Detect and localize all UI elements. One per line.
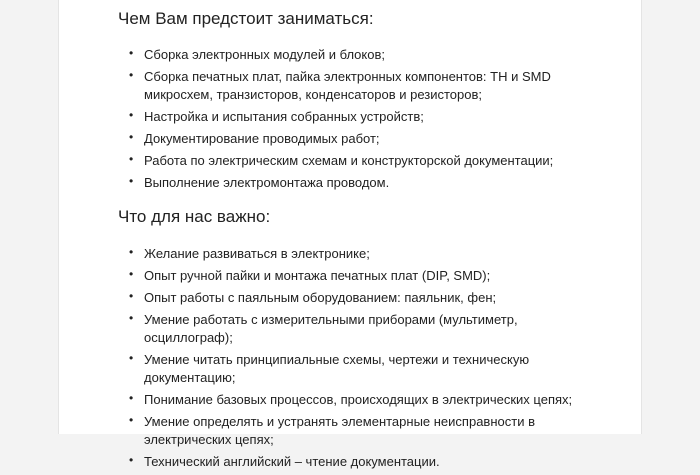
- list-item-text: Опыт работы с паяльным оборудованием: паяльник, фен;: [144, 290, 497, 305]
- bullet-icon: •: [129, 267, 134, 281]
- bullet-icon: •: [129, 351, 134, 365]
- bullet-icon: •: [129, 174, 134, 188]
- list-item: [118, 289, 608, 307]
- list-item-text: Умение определять и устранять элементарные неисправности в электрических цепях;: [144, 414, 535, 447]
- bullet-icon: •: [129, 152, 134, 166]
- bullet-icon: •: [129, 245, 134, 259]
- list-item: [118, 152, 608, 170]
- list-item: [118, 174, 608, 192]
- list-item-text: Желание развиваться в электронике;: [144, 246, 370, 261]
- bullet-icon: •: [129, 413, 134, 427]
- requirements-heading: Что для нас важно:: [118, 207, 271, 226]
- list-item-text: Понимание базовых процессов, происходящих в электрических цепях;: [144, 392, 573, 407]
- list-item: [118, 453, 608, 471]
- content-panel: [58, 0, 642, 469]
- requirements-list: [118, 245, 608, 471]
- list-item: [118, 351, 608, 387]
- bullet-icon: •: [129, 130, 134, 144]
- list-item: [118, 267, 608, 285]
- list-item: [118, 68, 608, 104]
- list-item-text: Настройка и испытания собранных устройств;: [144, 109, 424, 124]
- requirements-section: [118, 207, 608, 475]
- bullet-icon: •: [129, 108, 134, 122]
- responsibilities-section: [118, 9, 608, 196]
- list-item: [118, 46, 608, 64]
- responsibilities-heading: Чем Вам предстоит заниматься:: [118, 9, 374, 28]
- list-item-text: Умение читать принципиальные схемы, чертежи и техническую документацию;: [144, 352, 530, 385]
- list-item-text: Сборка печатных плат, пайка электронных компонентов: ТН и SMD микросхем, транзисторов, конденсаторов и резисторов;: [144, 69, 551, 102]
- list-item-text: Работа по электрическим схемам и конструкторской документации;: [144, 153, 554, 168]
- bullet-icon: •: [129, 68, 134, 82]
- list-item-text: Опыт ручной пайки и монтажа печатных плат (DIP, SMD);: [144, 268, 491, 283]
- list-item-text: Выполнение электромонтажа проводом.: [144, 175, 390, 190]
- list-item-text: Сборка электронных модулей и блоков;: [144, 47, 385, 62]
- list-item: [118, 108, 608, 126]
- bullet-icon: •: [129, 391, 134, 405]
- list-item: [118, 130, 608, 148]
- bullet-icon: •: [129, 453, 134, 467]
- bullet-icon: •: [129, 46, 134, 60]
- list-item: [118, 311, 608, 347]
- list-item-text: Документирование проводимых работ;: [144, 131, 380, 146]
- bullet-icon: •: [129, 289, 134, 303]
- list-item: [118, 245, 608, 263]
- list-item: [118, 391, 608, 409]
- list-item-text: Умение работать с измерительными приборами (мультиметр, осциллограф);: [144, 312, 518, 345]
- list-item-text: Технический английский – чтение документации.: [144, 454, 440, 469]
- responsibilities-list: [118, 46, 608, 192]
- list-item: [118, 413, 608, 449]
- bullet-icon: •: [129, 311, 134, 325]
